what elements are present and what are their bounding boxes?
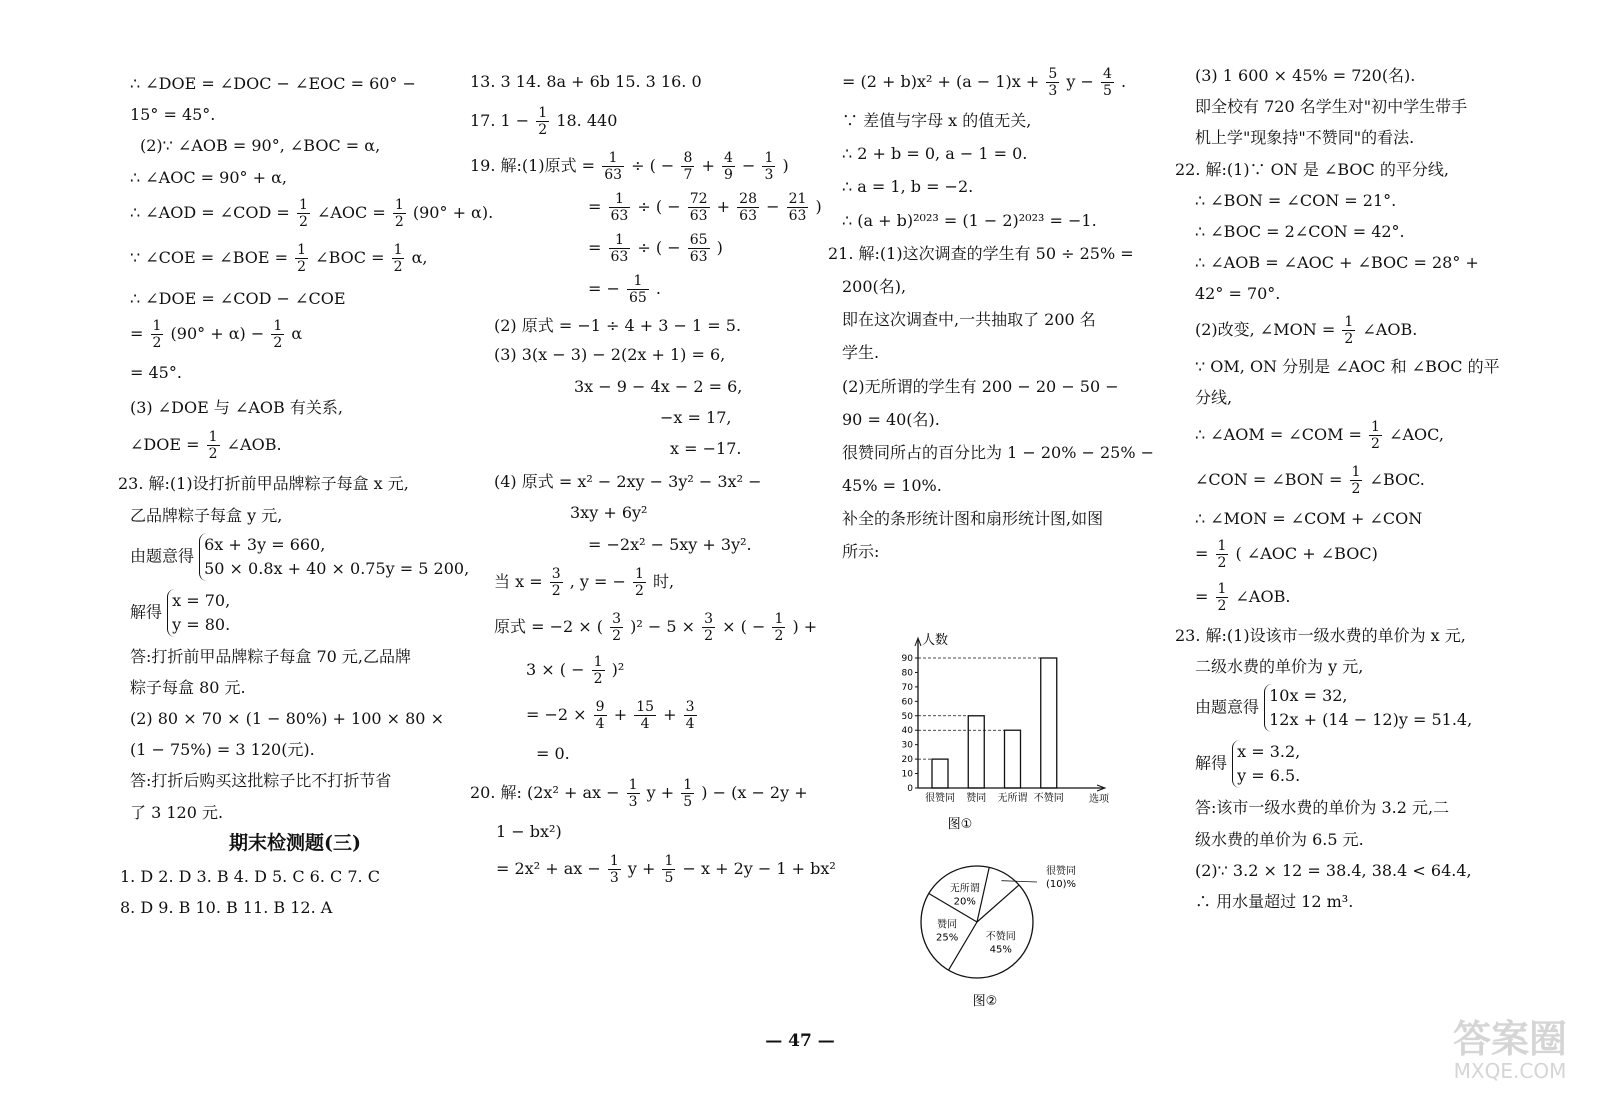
text-line: ∴ ∠AOC = 90° + α, [130,167,287,187]
fraction: $\frac{1}{2}$ [538,105,548,139]
text-span: ∠CON = ∠BON = [1195,469,1343,489]
bar-不赞同 [1041,658,1057,788]
text-span: y + [627,859,656,879]
equation: 12x + (14 − 12)y = 51.4, [1269,710,1473,730]
fraction: $\frac{1}{2}$ [1371,418,1380,452]
math-line [470,566,820,599]
text-span: 18. 440 [556,111,618,131]
text-line: 90 = 40(名). [842,409,940,429]
y-tick-label: 40 [901,726,913,737]
text-line: 二级水费的单价为 y 元, [1195,657,1364,677]
text-span: 17. 1 − [470,111,530,131]
pie-value-3: (10)% [1045,879,1077,890]
text-span: ÷ ( − [637,197,681,217]
fraction: $\frac{1}{65}$ [629,273,647,307]
brace [1264,684,1472,732]
fraction: $\frac{21}{63}$ [788,191,807,225]
text-line: 23. 解:(1)设打折前甲品牌粽子每盒 x 元, [118,474,409,494]
bar-无所谓 [1005,730,1021,788]
page-number: — 47 — [765,1031,835,1051]
bar-chart-marks [902,632,1110,805]
text-span: ) − (x − 2y + [701,782,808,802]
math-line [470,150,820,183]
math-line [470,273,820,306]
text-span: y − [1066,72,1094,91]
pie-value-1: 25% [936,932,959,944]
text-line: 21. 解:(1)这次调查的学生有 50 ÷ 25% = [828,243,1134,263]
text-span: 解得 [1195,753,1228,773]
text-span: = [1195,544,1209,564]
text-span: 由题意得 [130,546,195,566]
fraction: $\frac{1}{63}$ [610,232,629,266]
text-line: ∴ ∠DOE = ∠COD − ∠COE [130,288,346,308]
fraction: $\frac{1}{5}$ [683,776,693,810]
x-tick-label: 不赞同 [1033,793,1064,804]
text-line: = 45°. [130,362,182,382]
equation: x = 3.2, [1237,742,1301,762]
text-line: 粽子每盒 80 元. [130,677,246,697]
text-span: 解得 [130,602,163,622]
equation-system [130,589,460,637]
fraction: $\frac{1}{63}$ [610,191,629,225]
text-span: ∠AOC = [316,202,386,222]
fraction: $\frac{1}{2}$ [208,429,218,463]
equation-system [130,533,470,581]
text-span: (2)改变, ∠MON = [1195,319,1336,339]
text-line: 42° = 70°. [1195,284,1281,304]
text-span: ( ∠AOC + ∠BOC) [1235,544,1378,564]
text-line: (2)∵ 3.2 × 12 = 38.4, 38.4 < 64.4, [1195,860,1472,880]
math-line [1195,581,1575,614]
fraction: $\frac{28}{63}$ [739,191,757,225]
text-span: . [655,279,662,299]
text-line: 15° = 45°. [130,105,216,125]
math-line [470,611,820,644]
fraction: $\frac{3}{2}$ [551,565,561,599]
math-line [130,429,460,462]
text-span: + [701,156,715,176]
x-axis-label: 选项 [1089,794,1109,805]
text-line: ∵ OM, ON 分别是 ∠AOC 和 ∠BOC 的平 [1195,356,1500,376]
text-span: α [291,323,303,343]
text-line: 200(名), [842,276,907,296]
text-span: − x + 2y − 1 + bx² [682,859,836,879]
text-span: 原式 = −2 × ( [494,616,603,636]
text-line: ∴ ∠BOC = 2∠CON = 42°. [1195,221,1405,241]
text-span: 由题意得 [1195,697,1260,717]
fraction: $\frac{1}{3}$ [628,776,638,810]
text-span: 3 × ( − [526,659,585,679]
math-line [470,654,820,687]
text-line: 8. D 9. B 10. B 11. B 12. A [120,897,333,917]
text-line: ∴ ∠BON = ∠CON = 21°. [1195,190,1397,210]
text-line: 即在这次调查中,一共抽取了 200 名 [842,310,1096,330]
pie-value-2: 20% [953,896,976,908]
text-line: 答:该市一级水费的单价为 3.2 元,二 [1195,798,1450,818]
y-tick-label: 30 [901,740,913,751]
text-line: ∴ ∠MON = ∠COM + ∠CON [1195,508,1423,528]
watermark-url: MXQE.COM [1453,1059,1567,1083]
bar-赞同 [968,716,984,788]
fraction: $\frac{9}{4}$ [595,698,605,732]
text-span: y + [646,782,675,802]
brace [1232,740,1300,788]
pie-label-0: 不赞同 [985,931,1016,943]
y-tick-label: 0 [907,784,913,794]
fraction: $\frac{15}{4}$ [636,698,655,732]
text-span: α, [411,247,428,267]
text-span: (90° + α). [412,202,494,222]
fraction: $\frac{72}{63}$ [689,191,708,225]
equation-system [1195,684,1575,732]
text-line: 机上学"现象持"不赞同"的看法. [1195,128,1415,148]
fraction: $\frac{1}{2}$ [593,653,603,687]
equation: 6x + 3y = 660, [204,534,326,554]
x-tick-label: 很赞同 [925,793,955,804]
text-span: × ( − [722,616,766,636]
text-span: ÷ ( − [631,156,675,176]
text-line: 1 − bx²) [496,821,562,841]
equation: x = 70, [172,590,231,610]
pie-value-0: 45% [989,944,1012,956]
text-span: , y = − [569,571,626,591]
text-line: 了 3 120 元. [130,802,224,822]
text-span: 20. 解: (2x² + ax − [470,782,620,802]
bar-chart [890,628,1110,833]
watermark-logo [1440,1019,1580,1089]
math-line [470,191,820,224]
text-line: 乙品牌粽子每盒 y 元, [130,505,283,525]
text-span: ∵ ∠COE = ∠BOE = [130,247,289,267]
text-line: 补全的条形统计图和扇形统计图,如图 [842,509,1104,529]
column-1 [118,60,494,917]
text-line: 13. 3 14. 8a + 6b 15. 3 16. 0 [470,72,702,91]
text-span: ∠BOC. [1369,469,1425,489]
text-line: (2)无所谓的学生有 200 − 20 − 50 − [842,376,1119,396]
fraction: $\frac{1}{2}$ [1344,313,1354,347]
text-span: = −2 × [526,704,587,724]
text-span: ∴ ∠AOD = ∠COD = [130,202,290,222]
text-line: 答:打折后购买这批粽子比不打折节省 [130,771,392,791]
y-tick-label: 80 [901,668,913,679]
fraction: $\frac{1}{2}$ [1217,538,1227,572]
text-line: (2) 80 × 70 × (1 − 80%) + 100 × 80 × [130,709,444,729]
pie-label-2: 无所谓 [949,883,980,895]
fraction: $\frac{1}{2}$ [298,196,308,230]
text-line: ∴ 2 + b = 0, a − 1 = 0. [842,144,1028,164]
pie-leader-line [1001,881,1037,882]
text-span: = (2 + b)x² + (a − 1)x + [842,72,1040,91]
fraction: $\frac{1}{2}$ [1217,581,1227,615]
text-span: ∠BOC = [315,247,385,267]
text-span: . [1121,72,1127,91]
text-span: ÷ ( − [637,238,681,258]
text-span: ) [815,197,822,217]
text-line: 3x − 9 − 4x − 2 = 6, [574,376,743,396]
text-line: (2) 原式 = −1 ÷ 4 + 3 − 1 = 5. [494,316,742,336]
text-line: 1. D 2. D 3. B 4. D 5. C 6. C 7. C [120,866,380,886]
section-title: 期末检测题(三) [229,831,361,854]
fraction: $\frac{65}{63}$ [689,232,708,266]
pie-label-1: 赞同 [937,919,958,931]
fraction: $\frac{1}{5}$ [664,853,674,887]
fraction: $\frac{4}{9}$ [723,150,733,184]
text-line: 很赞同所占的百分比为 1 − 20% − 25% − [842,442,1155,462]
math-line [1195,538,1575,571]
pie-slice-edge [977,885,1019,922]
text-span: ) + [792,616,818,636]
text-line: 所示: [842,542,880,562]
text-line: = −2x² − 5xy + 3y². [588,534,752,554]
text-span: )² [611,659,625,679]
text-line: 学生. [842,343,880,363]
math-line [470,232,820,265]
fraction: $\frac{1}{2}$ [635,565,644,599]
equation: y = 80. [172,614,231,634]
bar-很赞同 [932,759,948,788]
fraction: $\frac{3}{4}$ [685,698,695,732]
text-span: (90° + α) − [170,323,265,343]
text-line: ∴ a = 1, b = −2. [842,177,974,197]
text-span: + [716,197,731,217]
text-span: ) [716,238,723,258]
math-line [470,105,820,138]
y-tick-label: 20 [901,755,913,766]
text-line: 45% = 10%. [842,476,942,496]
fraction: $\frac{1}{63}$ [604,150,623,184]
text-span: ∠AOB. [226,435,282,455]
text-line: 23. 解:(1)设该市一级水费的单价为 x 元, [1175,626,1466,646]
text-line: 级水费的单价为 6.5 元. [1195,829,1364,849]
math-line [130,318,460,351]
x-tick-label: 无所谓 [997,793,1028,804]
fraction: $\frac{1}{2}$ [393,241,403,275]
text-span: ∠AOB. [1362,319,1418,339]
text-line: = 0. [536,743,570,763]
fraction: $\frac{1}{2}$ [394,196,404,230]
text-span: = [588,238,602,258]
fraction: $\frac{4}{5}$ [1103,66,1112,99]
math-line [470,699,820,732]
equation-system [1195,740,1575,788]
fraction: $\frac{1}{2}$ [297,241,307,275]
pie-label-3: 很赞同 [1046,866,1076,877]
fraction: $\frac{3}{2}$ [704,610,714,644]
math-line [1195,314,1575,347]
y-tick-label: 10 [901,769,913,780]
math-line [470,853,836,887]
text-line: (3) ∠DOE 与 ∠AOB 有关系, [130,398,343,418]
watermark-text: 答案圈 [1452,1017,1567,1061]
column-2 [470,60,836,887]
text-line: 3xy + 6y² [570,503,648,523]
text-line: −x = 17, [660,407,732,427]
fraction: $\frac{1}{2}$ [1351,463,1361,497]
column-3 [828,60,1188,562]
fraction: $\frac{8}{7}$ [683,150,693,184]
text-line: 答:打折前甲品牌粽子每盒 70 元,乙品牌 [130,646,412,666]
fraction: $\frac{1}{2}$ [774,610,784,644]
text-span: − [766,197,780,217]
math-line [1195,464,1575,497]
text-span: ∴ ∠AOM = ∠COM = [1195,424,1362,444]
text-line: (3) 1 600 × 45% = 720(名). [1195,66,1416,85]
x-tick-label: 赞同 [966,793,987,804]
text-span: = − [588,279,620,299]
y-tick-label: 60 [901,697,913,708]
y-tick-label: 70 [901,682,913,693]
y-axis-label: 人数 [922,633,949,648]
brace [199,533,469,581]
text-span: 19. 解:(1)原式 = [470,156,596,176]
text-line: (2)∵ ∠AOB = 90°, ∠BOC = α, [140,136,381,156]
math-line [470,777,820,810]
fraction: $\frac{1}{2}$ [152,317,162,351]
brace [167,589,230,637]
fraction: $\frac{5}{3}$ [1048,66,1058,99]
text-line: (3) 3(x − 3) − 2(2x + 1) = 6, [494,345,726,365]
equation: 50 × 0.8x + 40 × 0.75y = 5 200, [204,558,470,578]
text-span: = [1195,587,1209,607]
fraction: $\frac{1}{3}$ [764,150,774,184]
math-line [828,66,1188,99]
equation: y = 6.5. [1237,766,1301,786]
text-span: + [613,704,628,724]
text-line: ∴ ∠AOB = ∠AOC + ∠BOC = 28° + [1195,253,1479,273]
text-span: = 2x² + ax − [496,859,601,879]
text-span: ∠AOB. [1235,587,1291,607]
text-line: 分线, [1195,387,1233,407]
text-line: ∵ 差值与字母 x 的值无关, [842,111,1032,130]
column-4 [1175,60,1575,911]
text-line: ∴ ∠DOE = ∠DOC − ∠EOC = 60° − [130,74,416,93]
text-span: )² − 5 × [630,616,696,636]
text-span: ) [782,156,789,176]
y-tick-label: 50 [901,711,913,722]
pie-chart-marks [921,864,1076,978]
math-line [130,196,494,230]
text-span: − [741,156,756,176]
text-line: (4) 原式 = x² − 2xy − 3y² − 3x² − [494,472,762,492]
figure-caption: 图① [947,817,973,832]
figure-caption: 图② [972,994,998,1009]
math-line [130,242,460,275]
text-span: ∠DOE = [130,435,200,455]
y-tick-label: 90 [901,654,913,664]
text-line: ∴ (a + b)²⁰²³ = (1 − 2)²⁰²³ = −1. [842,210,1097,230]
text-span: 时, [653,571,675,591]
text-line: 即全校有 720 名学生对"初中学生带手 [1195,97,1468,117]
text-line: (1 − 75%) = 3 120(元). [130,740,315,760]
text-span: = [588,197,602,217]
math-line [1195,419,1575,452]
equation: 10x = 32, [1269,686,1348,706]
text-span: + [663,704,677,724]
text-line: 22. 解:(1)∵ ON 是 ∠BOC 的平分线, [1175,159,1449,179]
text-span: 当 x = [494,571,543,591]
fraction: $\frac{1}{2}$ [273,317,283,351]
text-span: ∠AOC, [1389,424,1444,444]
pie-chart [905,852,1095,1012]
fraction: $\frac{1}{3}$ [609,853,619,887]
text-span: = [130,323,144,343]
fraction: $\frac{3}{2}$ [612,610,622,644]
text-line: x = −17. [670,438,742,458]
text-line: ∴ 用水量超过 12 m³. [1195,892,1354,911]
